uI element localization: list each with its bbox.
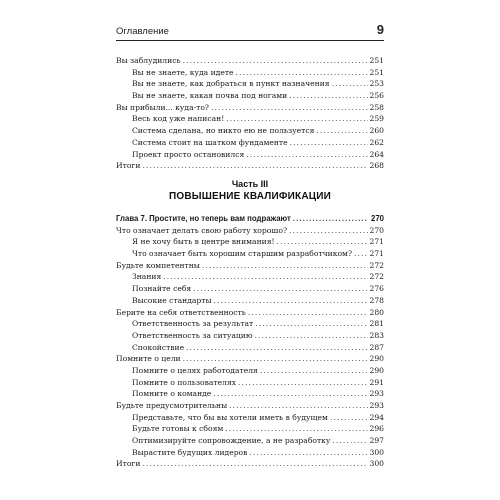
toc-dot-leader bbox=[142, 458, 367, 470]
toc-entry bbox=[116, 271, 384, 283]
toc-entry-page: 280 bbox=[369, 307, 384, 317]
toc-entry bbox=[116, 283, 384, 295]
toc-dot-leader bbox=[202, 260, 368, 272]
toc-dot-leader bbox=[249, 447, 367, 459]
toc-entry bbox=[116, 342, 384, 354]
toc-entry-page: 290 bbox=[369, 354, 384, 364]
toc-entry-page: 278 bbox=[369, 295, 384, 305]
toc-dot-leader bbox=[332, 78, 368, 90]
toc-entry bbox=[116, 307, 384, 319]
toc-entry-page: 300 bbox=[369, 447, 384, 457]
toc-entry-label: Что означает делать свою работу хорошо? bbox=[116, 225, 288, 235]
toc-entry bbox=[116, 125, 384, 137]
toc-dot-leader bbox=[289, 225, 367, 237]
toc-entry-page: 283 bbox=[369, 330, 384, 340]
toc-entry bbox=[116, 137, 384, 149]
page-number: 9 bbox=[376, 22, 384, 37]
toc-entry-label: Знания bbox=[132, 272, 162, 282]
toc-entry-page: 287 bbox=[369, 342, 384, 352]
toc-entry-page: 270 bbox=[370, 214, 384, 223]
toc-entry bbox=[116, 149, 384, 161]
toc-entry-label: Глава 7. Простите, но теперь вам подражают bbox=[116, 214, 291, 223]
toc-entry bbox=[116, 55, 384, 67]
toc-entry-page: 276 bbox=[369, 284, 384, 294]
toc-dot-leader bbox=[290, 137, 368, 149]
toc-entry-label: Вы не знаете, куда идете bbox=[132, 67, 234, 77]
toc-dot-leader bbox=[183, 353, 368, 365]
toc-entry-label: Система стоит на шатком фундаменте bbox=[132, 137, 288, 147]
toc-list-continued bbox=[116, 55, 384, 172]
toc-entry-page: 264 bbox=[369, 149, 384, 159]
toc-entry-label: Вы не знаете, как добраться в пункт назначения bbox=[132, 79, 330, 89]
toc-entry-label: Высокие стандарты bbox=[132, 295, 212, 305]
part-title: ПОВЫШЕНИЕ КВАЛИФИКАЦИИ bbox=[168, 191, 332, 202]
toc-dot-leader bbox=[236, 67, 368, 79]
toc-dot-leader bbox=[354, 248, 367, 260]
toc-dot-leader bbox=[246, 149, 367, 161]
toc-entry bbox=[116, 90, 384, 102]
toc-dot-leader bbox=[229, 400, 367, 412]
toc-dot-leader bbox=[142, 160, 367, 172]
part-heading bbox=[116, 178, 384, 203]
toc-entry-page: 270 bbox=[369, 225, 384, 235]
toc-entry bbox=[116, 435, 384, 447]
toc-entry-label: Представьте, что бы вы хотели иметь в будущем bbox=[132, 412, 328, 422]
running-header-title: Оглавление bbox=[116, 26, 169, 37]
toc-entry-label: Проект просто остановился bbox=[132, 149, 245, 159]
toc-entry-page: 258 bbox=[369, 102, 384, 112]
toc-entry bbox=[116, 78, 384, 90]
part-label: Часть III bbox=[231, 179, 269, 189]
toc-entry-page: 272 bbox=[369, 272, 384, 282]
toc-entry-page: 272 bbox=[369, 260, 384, 270]
toc-entry bbox=[116, 67, 384, 79]
toc-entry bbox=[116, 353, 384, 365]
toc-entry-page: 260 bbox=[369, 126, 384, 136]
toc-entry-page: 271 bbox=[369, 237, 384, 247]
toc-dot-leader bbox=[330, 412, 368, 424]
toc-entry-page: 291 bbox=[369, 377, 384, 387]
toc-entry-label: Помните о целях работодателя bbox=[132, 365, 258, 375]
toc-entry-label: Весь код уже написан! bbox=[132, 114, 225, 124]
toc-entry-label: Вырастите будущих лидеров bbox=[132, 447, 248, 457]
toc-dot-leader bbox=[332, 435, 367, 447]
toc-entry-page: 251 bbox=[369, 56, 384, 65]
toc-entry-page: 281 bbox=[369, 319, 384, 329]
toc-entry-page: 253 bbox=[369, 79, 384, 89]
toc-entry-page: 271 bbox=[369, 249, 384, 259]
toc-dot-leader bbox=[254, 330, 367, 342]
toc-entry-page: 256 bbox=[369, 91, 384, 101]
toc-entry-label: Оптимизируйте сопровождение, а не разработку bbox=[132, 436, 331, 446]
toc-list-part3 bbox=[116, 213, 384, 470]
toc-entry bbox=[116, 400, 384, 412]
toc-dot-leader bbox=[260, 365, 368, 377]
toc-dot-leader bbox=[193, 283, 367, 295]
toc-dot-leader bbox=[289, 90, 367, 102]
toc-dot-leader bbox=[211, 102, 367, 114]
toc-entry-page: 259 bbox=[369, 114, 384, 124]
toc-chapter-entry bbox=[116, 213, 384, 225]
toc-entry-page: 268 bbox=[369, 161, 384, 171]
toc-entry bbox=[116, 160, 384, 172]
toc-entry-label: Берите на себя ответственность bbox=[116, 307, 246, 317]
toc-entry-page: 296 bbox=[369, 424, 384, 434]
toc-entry-label: Ответственность за ситуацию bbox=[132, 330, 253, 340]
toc-entry bbox=[116, 423, 384, 435]
toc-entry bbox=[116, 236, 384, 248]
toc-entry bbox=[116, 113, 384, 125]
toc-entry bbox=[116, 458, 384, 470]
toc-entry bbox=[116, 225, 384, 237]
toc-entry bbox=[116, 412, 384, 424]
toc-entry-page: 297 bbox=[369, 436, 384, 446]
toc-dot-leader bbox=[183, 55, 368, 67]
toc-dot-leader bbox=[213, 388, 367, 400]
toc-dot-leader bbox=[293, 213, 368, 225]
toc-entry bbox=[116, 365, 384, 377]
toc-entry-label: Что означает быть хорошим старшим разработчиком? bbox=[132, 249, 353, 259]
toc-dot-leader bbox=[163, 271, 367, 283]
toc-entry bbox=[116, 318, 384, 330]
toc-entry bbox=[116, 295, 384, 307]
toc-entry-label: Ответственность за результат bbox=[132, 319, 254, 329]
toc-entry-label: Помните о команде bbox=[132, 389, 212, 399]
toc-dot-leader bbox=[238, 377, 367, 389]
toc-dot-leader bbox=[214, 295, 368, 307]
toc-entry bbox=[116, 447, 384, 459]
toc-entry bbox=[116, 388, 384, 400]
toc-entry-label: Помните о цели bbox=[116, 354, 181, 364]
toc-dot-leader bbox=[277, 236, 368, 248]
toc-dot-leader bbox=[248, 307, 368, 319]
toc-dot-leader bbox=[316, 125, 367, 137]
running-header bbox=[116, 22, 384, 41]
toc-entry bbox=[116, 248, 384, 260]
toc-entry-label: Будьте компетентны bbox=[116, 260, 200, 270]
toc-entry-label: Я не хочу быть в центре внимания! bbox=[132, 237, 275, 247]
toc-entry-label: Вы заблудились bbox=[116, 56, 181, 65]
toc-entry-page: 300 bbox=[369, 459, 384, 469]
toc-entry bbox=[116, 102, 384, 114]
toc-entry-page: 262 bbox=[369, 137, 384, 147]
toc-entry-label: Итоги bbox=[116, 459, 141, 469]
toc-entry-label: Познайте себя bbox=[132, 284, 192, 294]
toc-entry-label: Будьте предусмотрительны bbox=[116, 401, 228, 410]
toc-entry-page: 293 bbox=[369, 401, 384, 410]
toc-dot-leader bbox=[255, 318, 367, 330]
toc-entry-label: Система сделана, но никто ею не пользуется bbox=[132, 126, 315, 136]
toc-entry-label: Итоги bbox=[116, 161, 141, 171]
toc-dot-leader bbox=[186, 342, 367, 354]
toc-entry-page: 294 bbox=[369, 412, 384, 422]
toc-dot-leader bbox=[226, 113, 367, 125]
toc-entry-page: 290 bbox=[369, 365, 384, 375]
toc-entry-label: Вы не знаете, какая почва под ногами bbox=[132, 91, 288, 101]
toc-entry-page: 251 bbox=[369, 67, 384, 77]
toc-entry-label: Помните о пользователях bbox=[132, 377, 237, 387]
toc-entry-page: 293 bbox=[369, 389, 384, 399]
toc-entry bbox=[116, 330, 384, 342]
toc-entry bbox=[116, 260, 384, 272]
toc-entry-label: Будьте готовы к сбоям bbox=[132, 424, 224, 434]
toc-dot-leader bbox=[225, 423, 367, 435]
toc-entry-label: Вы прибыли... куда-то? bbox=[116, 102, 210, 112]
toc-entry bbox=[116, 377, 384, 389]
toc-entry-label: Спокойствие bbox=[132, 342, 185, 352]
